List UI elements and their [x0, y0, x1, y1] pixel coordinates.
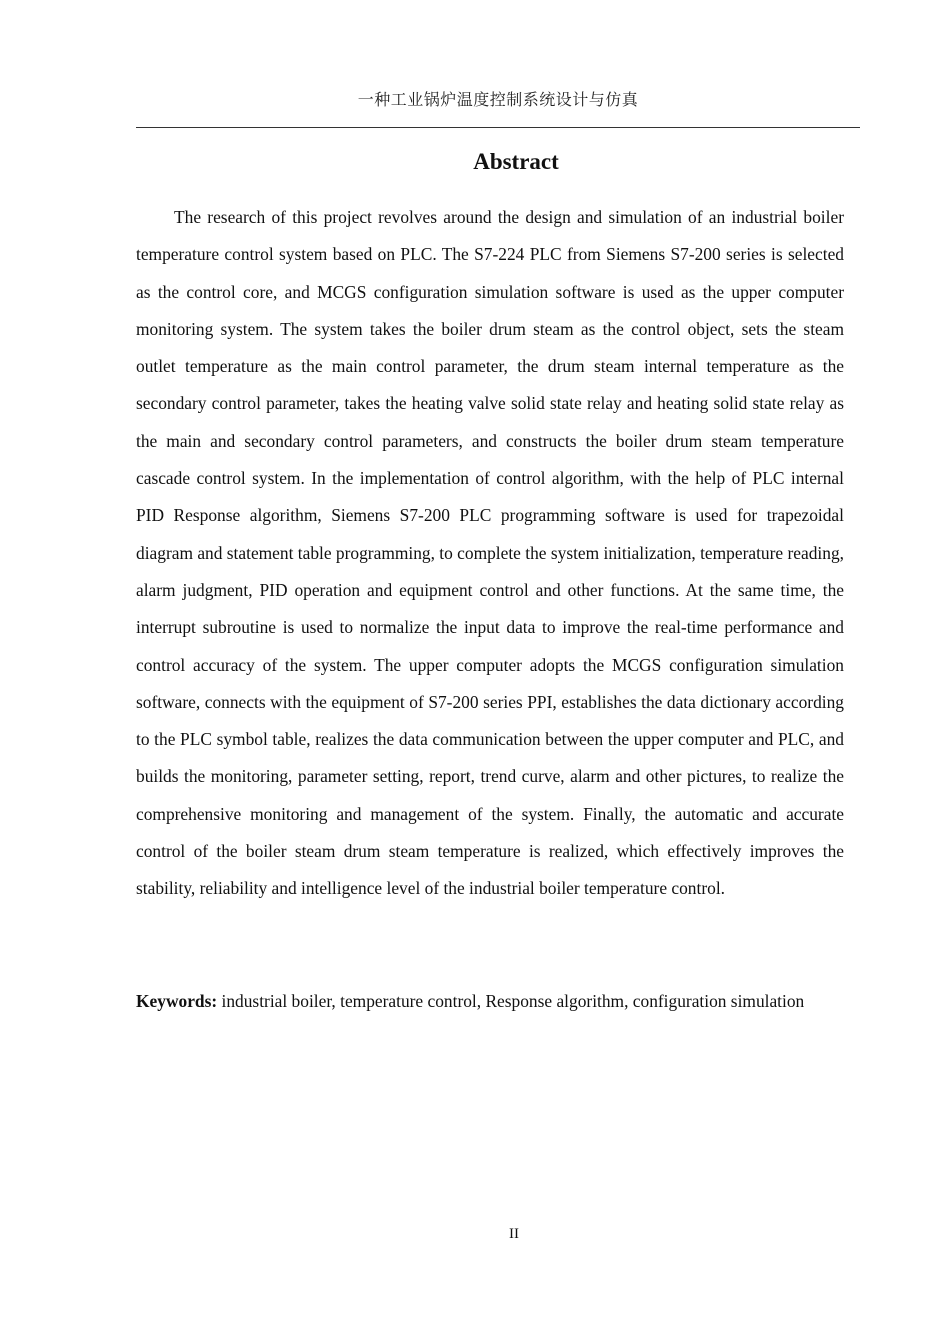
keywords-label: Keywords:	[136, 991, 218, 1011]
running-header-title: 一种工业锅炉温度控制系统设计与仿真	[357, 92, 639, 109]
keywords-paragraph	[136, 983, 844, 1020]
header-divider	[136, 127, 860, 128]
abstract-title: Abstract	[473, 149, 559, 174]
abstract-body: The research of this project revolves around the design and simulation of an industrial boiler temperature control system based on PLC. The S7-224 PLC from Siemens S7-200 series is selected as the control core, and MCGS configuration simulation software is used as the upper computer monitoring system. The system takes the boiler drum steam as the control object, sets the steam outlet temperature as the main control parameter, the drum steam internal temperature as the secondary control parameter, takes the heating valve solid state relay and heating solid state relay as the main and secondary control parameters, and constructs the boiler drum steam temperature cascade control system. In the implementation of control algorithm, with the help of PLC internal PID Response algorithm, Siemens S7-200 PLC programming software is used for trapezoidal diagram and statement table programming, to complete the system initialization, temperature reading, alarm judgment, PID operation and equipment control and other functions. At the same time, the interrupt subroutine is used to normalize the input data to improve the real-time performance and control accuracy of the system. The upper computer adopts the MCGS configuration simulation software, connects with the equipment of S7-200 series PPI, establishes the data dictionary according to the PLC symbol table, realizes the data communication between the upper computer and PLC, and builds the monitoring, parameter setting, report, trend curve, alarm and other pictures, to realize the comprehensive monitoring and management of the system. Finally, the automatic and accurate control of the boiler steam drum steam temperature is realized, which effectively improves the stability, reliability and intelligence level of the industrial boiler temperature control.	[136, 207, 844, 899]
page-number: II	[509, 1226, 519, 1242]
keywords-list: industrial boiler, temperature control, Response algorithm, configuration simulation	[221, 991, 805, 1011]
